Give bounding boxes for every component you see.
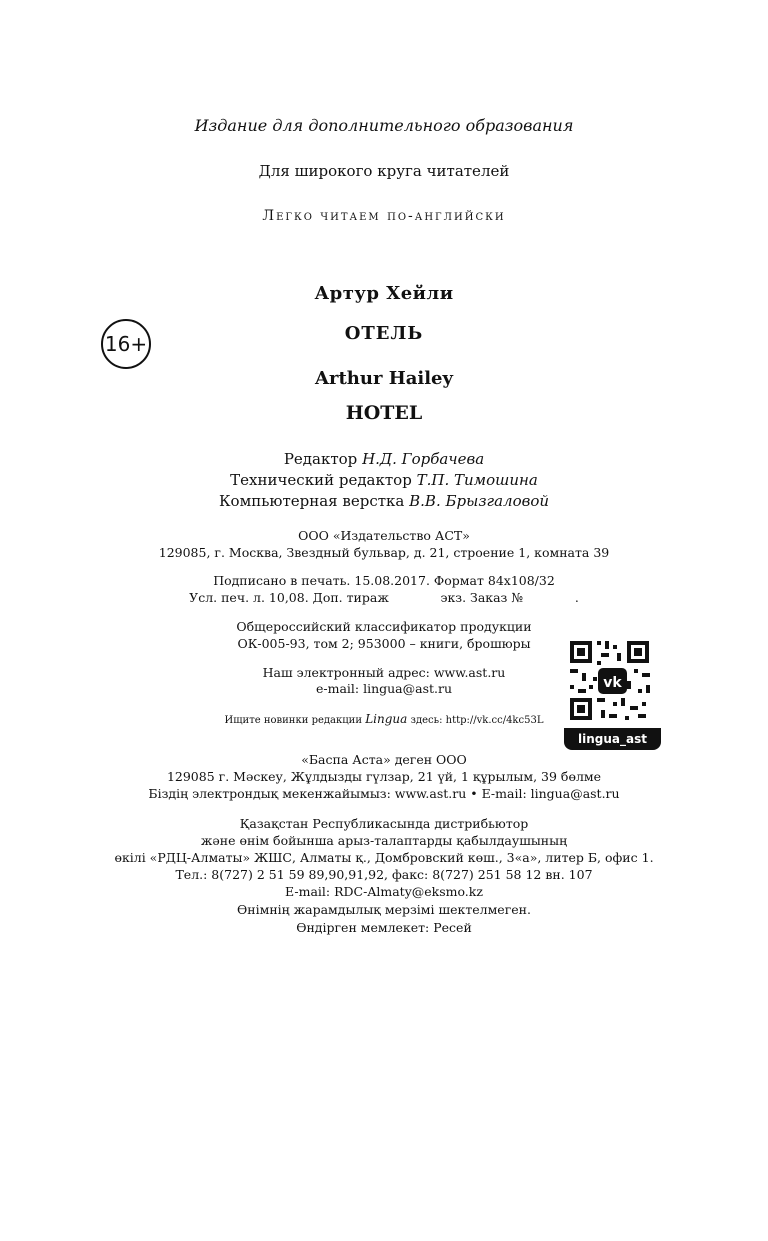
distributor-line: Қазақстан Республикасында дистрибьютор (239, 816, 529, 831)
web-address: Наш электронный адрес: www.ast.ru (262, 665, 506, 680)
credit-editor (0, 450, 768, 468)
edition-note: Издание для дополнительного образования (194, 116, 574, 135)
svg-text:vk: vk (603, 675, 622, 691)
distributor-line: Өндірген мемлекет: Ресей (296, 920, 472, 935)
classifier-line-2: ОК-005-93, том 2; 953000 – книги, брошюры (237, 636, 531, 651)
qr-code[interactable] (564, 636, 661, 754)
credit-role: Технический редактор (230, 471, 412, 489)
title-en: HOTEL (345, 402, 423, 424)
qr-label: lingua_ast (564, 728, 661, 750)
distributor-line: өкілі «РДЦ-Алматы» ЖШС, Алматы қ., Домбровский көш., 3«а», литер Б, офис 1. (114, 850, 654, 865)
kz-publisher-name: «Баспа Аста» деген ООО (301, 752, 467, 767)
vk-promo-before: Ищите новинки редакции (224, 715, 363, 726)
author-en: Arthur Hailey (315, 368, 453, 389)
credit-role: Компьютерная верстка (218, 492, 405, 510)
credit-person: Н.Д. Горбачева (362, 450, 485, 468)
credit-person: В.В. Брызгаловой (409, 492, 550, 510)
qr-code-icon (564, 636, 661, 728)
print-info-2: Усл. печ. л. 10,08. Доп. тираж экз. Заказ № . (189, 590, 579, 605)
credit-person: Т.П. Тимошина (416, 471, 538, 489)
author-ru: Артур Хейли (314, 283, 454, 304)
series-name: Легко читаем по-английски (262, 208, 506, 224)
publisher-name: ООО «Издательство АСТ» (298, 528, 470, 543)
publisher-address: 129085, г. Москва, Звездный бульвар, д. 21, строение 1, комната 39 (158, 545, 610, 560)
age-rating-badge: 16+ (101, 319, 151, 369)
credit-tech-editor (0, 471, 768, 489)
distributor-line: және өнім бойынша арыз-талаптарды қабылдаушының (200, 833, 568, 848)
credit-role: Редактор (283, 450, 358, 468)
classifier-line-1: Общероссийский классификатор продукции (236, 619, 532, 634)
distributor-line: E-mail: RDC-Almaty@eksmo.kz (285, 884, 483, 899)
credit-layout (0, 492, 768, 510)
distributor-line: Тел.: 8(727) 2 51 59 89,90,91,92, факс: 8(727) 251 58 12 вн. 107 (175, 867, 593, 882)
email-address: e-mail: lingua@ast.ru (315, 681, 453, 696)
title-ru: ОТЕЛЬ (344, 323, 424, 344)
audience-note: Для широкого круга читателей (258, 162, 510, 180)
kz-web: Біздің электрондық мекенжайымыз: www.ast.ru • E-mail: lingua@ast.ru (148, 786, 620, 801)
print-info-1: Подписано в печать. 15.08.2017. Формат 84x108/32 (213, 573, 555, 588)
distributor-line: Өнімнің жарамдылық мерзімі шектелмеген. (237, 902, 531, 917)
lingua-logo: Lingua (365, 712, 408, 726)
kz-address: 129085 г. Мәскеу, Жұлдызды гүлзар, 21 үй, 1 құрылым, 39 бөлме (166, 769, 602, 784)
vk-promo-after: здесь: http://vk.cc/4kc53L (410, 715, 544, 726)
